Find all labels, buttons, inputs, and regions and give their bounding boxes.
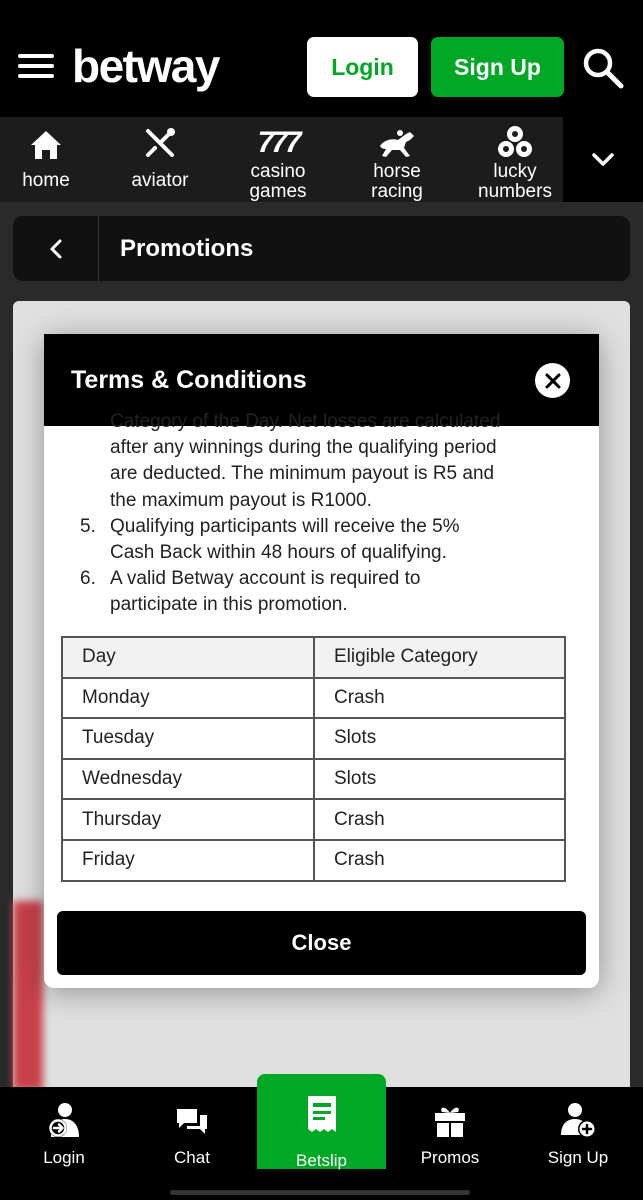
- breadcrumb: [13, 216, 630, 281]
- terms-line: [80, 566, 560, 592]
- add-user-icon: [559, 1097, 597, 1139]
- bottom-nav-label: Promos: [420, 1148, 480, 1167]
- search-icon[interactable]: [581, 46, 625, 90]
- category-home[interactable]: [6, 117, 86, 202]
- bottom-nav-label: Betslip: [295, 1151, 348, 1170]
- lucky-balls-icon: [497, 117, 533, 160]
- bottom-nav-label: Chat: [174, 1148, 210, 1167]
- betslip-icon: [306, 1094, 338, 1139]
- bottom-nav-promos[interactable]: [386, 1087, 514, 1173]
- close-button[interactable]: Close: [57, 911, 586, 975]
- table-row: [62, 718, 565, 759]
- terms-text: Qualifying participants will receive the 5%: [110, 515, 460, 537]
- close-icon[interactable]: [535, 363, 570, 398]
- table-header-cell: Day: [62, 637, 314, 678]
- terms-line: [80, 592, 560, 618]
- bottom-nav-login[interactable]: [0, 1087, 128, 1173]
- table-row: [62, 840, 565, 881]
- table-cell: Thursday: [62, 799, 314, 840]
- signup-button[interactable]: Sign Up: [431, 37, 564, 97]
- chat-icon: [175, 1097, 209, 1139]
- background-decoration: [13, 901, 43, 1091]
- table-cell: Monday: [62, 678, 314, 719]
- category-label: casino games: [249, 161, 307, 202]
- chevron-left-icon: [49, 239, 63, 259]
- category-lucky-numbers[interactable]: [470, 117, 560, 202]
- terms-modal: [44, 334, 599, 988]
- login-button[interactable]: Login: [307, 37, 418, 97]
- category-label: lucky numbers: [478, 161, 552, 202]
- table-header-row: [62, 637, 565, 678]
- category-schedule-table: [61, 636, 566, 882]
- horse-racing-icon: [376, 117, 418, 160]
- table-cell: Slots: [314, 718, 565, 759]
- login-user-icon: [45, 1097, 83, 1139]
- table-cell: Slots: [314, 759, 565, 800]
- more-categories-button[interactable]: [563, 117, 643, 202]
- aviator-icon: [142, 117, 178, 161]
- table-cell: Crash: [314, 678, 565, 719]
- chevron-down-icon: [591, 152, 615, 168]
- table-row: [62, 678, 565, 719]
- table-cell: Crash: [314, 840, 565, 881]
- table-cell: Crash: [314, 799, 565, 840]
- terms-text: participate in this promotion.: [110, 594, 348, 616]
- terms-line: [80, 461, 560, 487]
- terms-line: [80, 435, 560, 461]
- terms-number: 5.: [80, 515, 96, 537]
- category-casino-games[interactable]: [237, 117, 319, 202]
- category-label: horse racing: [371, 161, 423, 202]
- betway-logo[interactable]: betway: [72, 40, 219, 92]
- terms-line: [80, 514, 560, 540]
- casino-777-icon: 777: [257, 126, 299, 159]
- page-title: Promotions: [120, 235, 254, 262]
- terms-text: are deducted. The minimum payout is R5 and: [110, 463, 495, 485]
- category-nav: [0, 117, 643, 202]
- terms-text: the maximum payout is R1000.: [110, 489, 372, 511]
- bottom-nav-chat[interactable]: [128, 1087, 256, 1173]
- home-icon: [29, 117, 63, 161]
- category-label: aviator: [131, 170, 189, 191]
- modal-title: Terms & Conditions: [71, 366, 307, 394]
- terms-text: Cash Back within 48 hours of qualifying.: [110, 542, 447, 564]
- table-cell: Wednesday: [62, 759, 314, 800]
- menu-icon[interactable]: [18, 54, 56, 80]
- category-horse-racing[interactable]: [355, 117, 439, 202]
- modal-scroll-body[interactable]: [44, 411, 599, 893]
- table-header-cell: Eligible Category: [314, 637, 565, 678]
- terms-line: [80, 488, 560, 514]
- back-button[interactable]: [13, 216, 99, 281]
- table-cell: Tuesday: [62, 718, 314, 759]
- category-aviator[interactable]: [119, 117, 201, 202]
- terms-text: A valid Betway account is required to: [110, 568, 421, 590]
- terms-list: [80, 411, 560, 619]
- bottom-nav-betslip[interactable]: [257, 1074, 386, 1169]
- bottom-nav-signup[interactable]: [514, 1087, 642, 1173]
- terms-number: 6.: [80, 568, 96, 590]
- bottom-nav-label: Sign Up: [547, 1148, 609, 1167]
- terms-text: after any winnings during the qualifying period: [110, 437, 497, 459]
- bottom-nav-label: Login: [43, 1148, 85, 1167]
- category-label: home: [22, 170, 70, 191]
- table-row: [62, 799, 565, 840]
- terms-line: [80, 540, 560, 566]
- top-header: [0, 0, 643, 117]
- terms-text: Category of the Day. Net losses are calculated: [110, 411, 501, 432]
- terms-partial-line: [80, 409, 560, 435]
- gift-icon: [433, 1097, 467, 1139]
- table-cell: Friday: [62, 840, 314, 881]
- table-row: [62, 759, 565, 800]
- home-indicator: [170, 1190, 470, 1195]
